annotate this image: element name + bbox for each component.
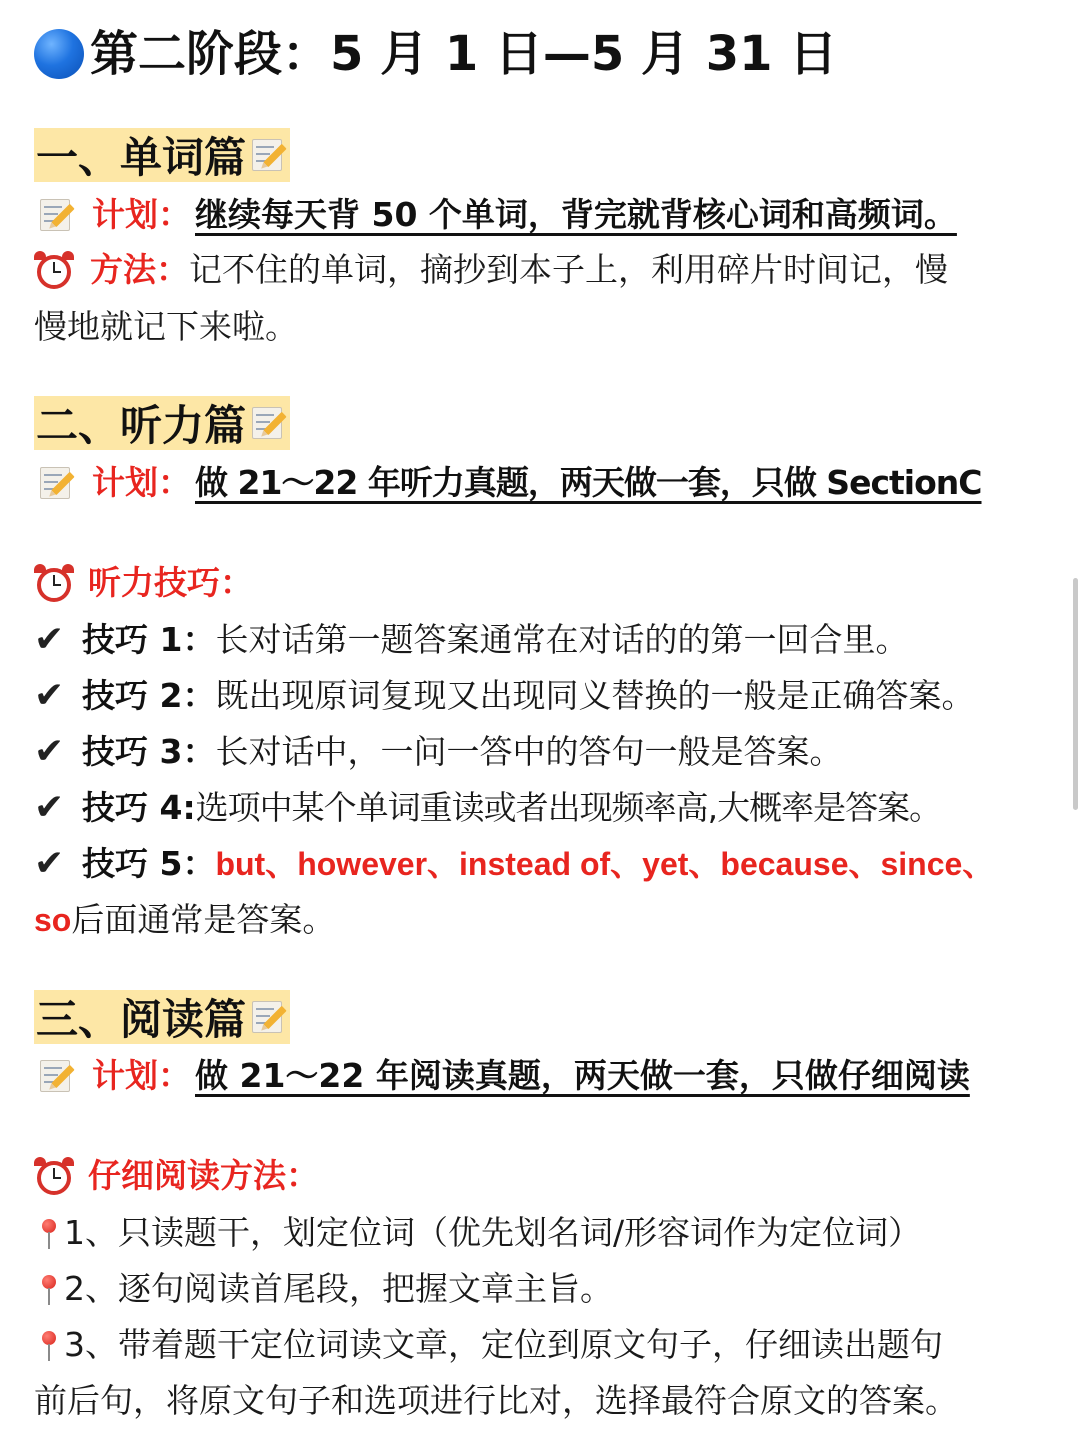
step-item xyxy=(34,1322,943,1368)
tip-text: 选项中某个单词重读或者出现频率高,大概率是答案。 xyxy=(195,788,942,827)
section-heading-reading xyxy=(34,990,290,1044)
tip-label: 技巧 1： xyxy=(82,620,216,659)
step-item xyxy=(34,1210,921,1256)
section-heading-text: 一、单词篇 xyxy=(36,133,247,182)
page-title xyxy=(34,18,837,90)
reading-method-heading xyxy=(34,1153,319,1199)
check-mark-icon: ✔ xyxy=(34,731,65,772)
blue-circle-icon xyxy=(34,29,84,79)
alarm-clock-icon xyxy=(34,1156,74,1196)
memo-icon xyxy=(250,998,288,1036)
memo-icon xyxy=(250,404,288,442)
check-mark-icon: ✔ xyxy=(34,619,65,660)
tip-label: 技巧 2： xyxy=(82,676,216,715)
tip-text: 长对话中，一问一答中的答句一般是答案。 xyxy=(215,732,843,771)
tip-red-text-cont: so xyxy=(34,902,72,938)
section-heading-text: 二、听力篇 xyxy=(36,401,247,450)
plan-text: 做 21～22 年阅读真题，两天做一套，只做仔细阅读 xyxy=(195,1056,970,1095)
pushpin-icon xyxy=(34,1325,64,1365)
method-label: 方法： xyxy=(90,250,189,289)
method-text: 记不住的单词，摘抄到本子上，利用碎片时间记，慢 xyxy=(189,250,948,289)
step-text: 1、只读题干，划定位词（优先划名词/形容词作为定位词） xyxy=(64,1213,922,1252)
plan-label: 计划： xyxy=(92,463,191,502)
plan-label: 计划： xyxy=(92,195,191,234)
section-heading-vocab xyxy=(34,128,290,182)
tip-text-cont: 后面通常是答案。 xyxy=(71,900,336,939)
tip-red-text: but、however、instead of、yet、because、since、 xyxy=(215,846,995,882)
tip-item xyxy=(34,617,908,663)
tip-text: 长对话第一题答案通常在对话的的第一回合里。 xyxy=(215,620,909,659)
tip-text: 既出现原词复现又出现同义替换的一般是正确答案。 xyxy=(215,676,975,715)
alarm-clock-icon xyxy=(34,250,74,290)
step-item xyxy=(34,1266,613,1312)
listening-tips-heading xyxy=(34,560,253,606)
scrollbar[interactable] xyxy=(1073,578,1078,810)
check-mark-icon: ✔ xyxy=(34,675,65,716)
pushpin-icon xyxy=(34,1213,64,1253)
plan-label: 计划： xyxy=(92,1056,191,1095)
pushpin-icon xyxy=(34,1269,64,1309)
reading-plan-row xyxy=(34,1053,970,1099)
vocab-method-cont xyxy=(34,304,298,350)
memo-icon xyxy=(38,196,76,234)
step-item-cont xyxy=(34,1378,958,1424)
tip-label: 技巧 4: xyxy=(82,788,196,827)
tip-item xyxy=(34,729,842,775)
listening-plan-row xyxy=(34,460,982,506)
memo-icon xyxy=(38,1057,76,1095)
vocab-method-row xyxy=(34,247,948,293)
tip-item-cont xyxy=(34,897,335,943)
tip-item xyxy=(34,785,941,831)
tip-label: 技巧 5： xyxy=(82,844,216,883)
section-heading-text: 三、阅读篇 xyxy=(36,995,247,1044)
tip-label: 技巧 3： xyxy=(82,732,216,771)
method-text-cont: 慢地就记下来啦。 xyxy=(34,307,298,346)
check-mark-icon: ✔ xyxy=(34,843,65,884)
vocab-plan-row xyxy=(34,192,957,238)
memo-icon xyxy=(250,136,288,174)
tip-item xyxy=(34,841,994,887)
alarm-clock-icon xyxy=(34,563,74,603)
method-label: 仔细阅读方法： xyxy=(88,1156,319,1195)
step-text: 3、带着题干定位词读文章，定位到原文句子，仔细读出题句 xyxy=(64,1325,943,1364)
plan-text: 继续每天背 50 个单词，背完就背核心词和高频词。 xyxy=(195,195,957,234)
step-text-cont: 前后句，将原文句子和选项进行比对，选择最符合原文的答案。 xyxy=(34,1381,958,1420)
plan-text: 做 21～22 年听力真题，两天做一套，只做 SectionC xyxy=(195,463,982,502)
step-text: 2、逐句阅读首尾段，把握文章主旨。 xyxy=(64,1269,613,1308)
memo-icon xyxy=(38,464,76,502)
tips-label: 听力技巧： xyxy=(88,563,253,602)
section-heading-listening xyxy=(34,396,290,450)
title-text: 第二阶段：5 月 1 日—5 月 31 日 xyxy=(90,26,838,82)
tip-item xyxy=(34,673,974,719)
check-mark-icon: ✔ xyxy=(34,787,65,828)
